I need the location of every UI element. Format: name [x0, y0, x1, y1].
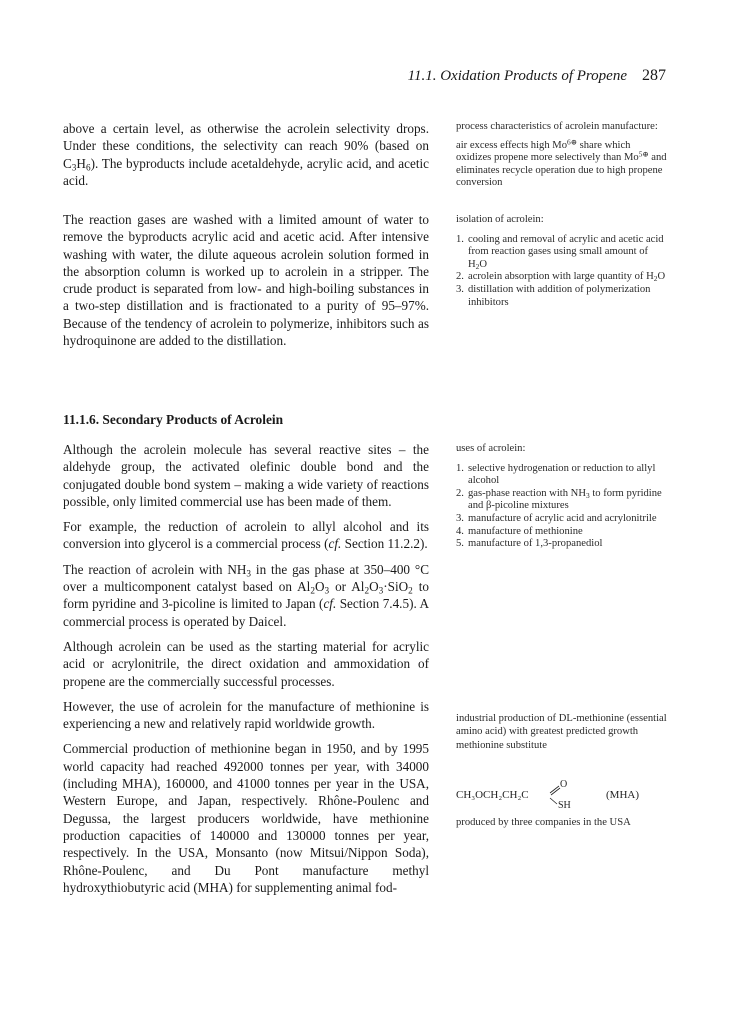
formula-label: (MHA)	[606, 789, 639, 801]
sidebar-note-uses	[456, 443, 668, 551]
sidebar-note-process	[456, 121, 668, 190]
formula-chain: CH₃OCH₂CH₂C	[456, 789, 529, 801]
section-heading: 11.1.6. Secondary Products of Acrolein	[63, 412, 284, 427]
sidebar-isolation-title: isolation of acrolein:	[456, 214, 544, 225]
sidebar-methionine-substitute: methionine substitute	[456, 740, 547, 752]
sidebar-note-isolation	[456, 214, 668, 309]
paragraph-allyl-alcohol: For example, the reduction of acrolein to allyl alcohol and its conversion into glycerol is a commercial process (cf. Section 11.2.2).	[63, 519, 429, 552]
running-header-title: 11.1. Oxidation Products of Propene	[407, 68, 627, 84]
list-item: 1. cooling and removal of acrylic and acetic acid from reaction gases using small amount of $H_2O$	[456, 233, 664, 271]
page-number: 287	[642, 67, 666, 84]
paragraph-methionine-growth: However, the use of acrolein for the manufacture of methionine is experiencing a new and relatively rapid worldwide growth.	[63, 698, 429, 732]
paragraph-pyridine: The reaction of acrolein with $NH_3$ in the gas phase at 350–400 °C over a multicomponent catalyst based on $Al_2O_3$ or $Al_2O_3\cdot SiO_2$ to form pyridine and 3-picoline is limited to Japan (cf. Section 7.4.5). A commercial process is operated by Daicel.	[63, 561, 429, 629]
isolation-list	[456, 234, 668, 310]
paragraph-reactive-sites: Although the acrolein molecule has several reactive sites – the aldehyde group, the activated olefinic double bond and the conjugated double bond system – making a wide variety of reactions possible, only limited commercial use has been made of them.	[63, 442, 429, 509]
sidebar-process-title: process characteristics of acrolein manufacture:	[456, 121, 658, 132]
main-text-block-2	[63, 211, 429, 349]
main-text-block-3	[63, 441, 429, 896]
sidebar-uses-title: uses of acrolein:	[456, 443, 526, 454]
list-item: 4. manufacture of methionine	[456, 525, 583, 537]
list-item: 3. distillation with addition of polymerization inhibitors	[456, 283, 651, 308]
main-text-block-1	[63, 120, 429, 189]
paragraph-reaction-gases: The reaction gases are washed with a limited amount of water to remove the byproducts acrylic acid and acetic acid. After intensive washing with water, the dilute aqueous acrolein solution formed in the absorption column is worked up to acrolein in a stripper. The crude product is separated from low- and high-boiling substances in a two-step distillation and is fractionated to a purity of 95–97%. Because of the tendency of acrolein to polymerize, inhibitors such as hydroquinone are added to the distillation.	[63, 212, 429, 349]
list-item: 1. selective hydrogenation or reduction to allyl alcohol	[456, 462, 656, 487]
list-item: 2. gas-phase reaction with $NH_3$ to form pyridine and β-picoline mixtures	[456, 487, 662, 512]
list-item: 3. manufacture of acrylic acid and acrylonitrile	[456, 512, 657, 524]
formula-sh: SH	[558, 800, 571, 810]
sidebar-note-producers	[456, 817, 668, 830]
mha-structural-formula	[456, 776, 676, 810]
list-item: 2. acrolein absorption with large quantity of $H_2O$	[456, 271, 666, 284]
sidebar-methionine-title: industrial production of DL-methionine (essential amino acid) with greatest predicted growth	[456, 713, 667, 737]
sidebar-note-methionine	[456, 713, 668, 753]
list-item: 5. manufacture of 1,3-propanediol	[456, 538, 603, 550]
paragraph-selectivity: above a certain level, as otherwise the acrolein selectivity drops. Under these conditions, the selectivity can reach 90% (based on $C_3H_6$). The byproducts include acetaldehyde, acrylic acid, and acetic acid.	[63, 121, 429, 188]
single-bond-line	[550, 798, 557, 804]
paragraph-acrylic-acid: Although acrolein can be used as the starting material for acrylic acid or acrylonitrile, the direct oxidation and ammoxidation of propene are the commercially successful processes.	[63, 638, 429, 689]
sidebar-process-text: air excess effects high $Mo^{6\oplus}$ share which oxidizes propene more selectively than $Mo^{5\oplus}$ and eliminates recycle operation due to high propene conversion	[456, 137, 667, 189]
paragraph-methionine-production: Commercial production of methionine began in 1950, and by 1995 world capacity had reached 492000 tonnes per year, with 34000 (including MHA), 160000, and 41000 tonnes per year in the USA, Western Europe, and Japan, respectively. Rhône-Poulenc and Degussa, the largest producers worldwide, have methionine production capacities of 140000 and 130000 tonnes per year, respectively. In the USA, Monsanto (now Mitsui/Nippon Soda), Rhône-Poulenc, and Du Pont manufacture methyl hydroxythiobutyric acid (MHA) for supplementing animal fod-	[63, 741, 429, 895]
uses-list	[456, 463, 668, 551]
formula-oxygen: O	[560, 779, 568, 790]
sidebar-producers-text: produced by three companies in the USA	[456, 817, 631, 828]
